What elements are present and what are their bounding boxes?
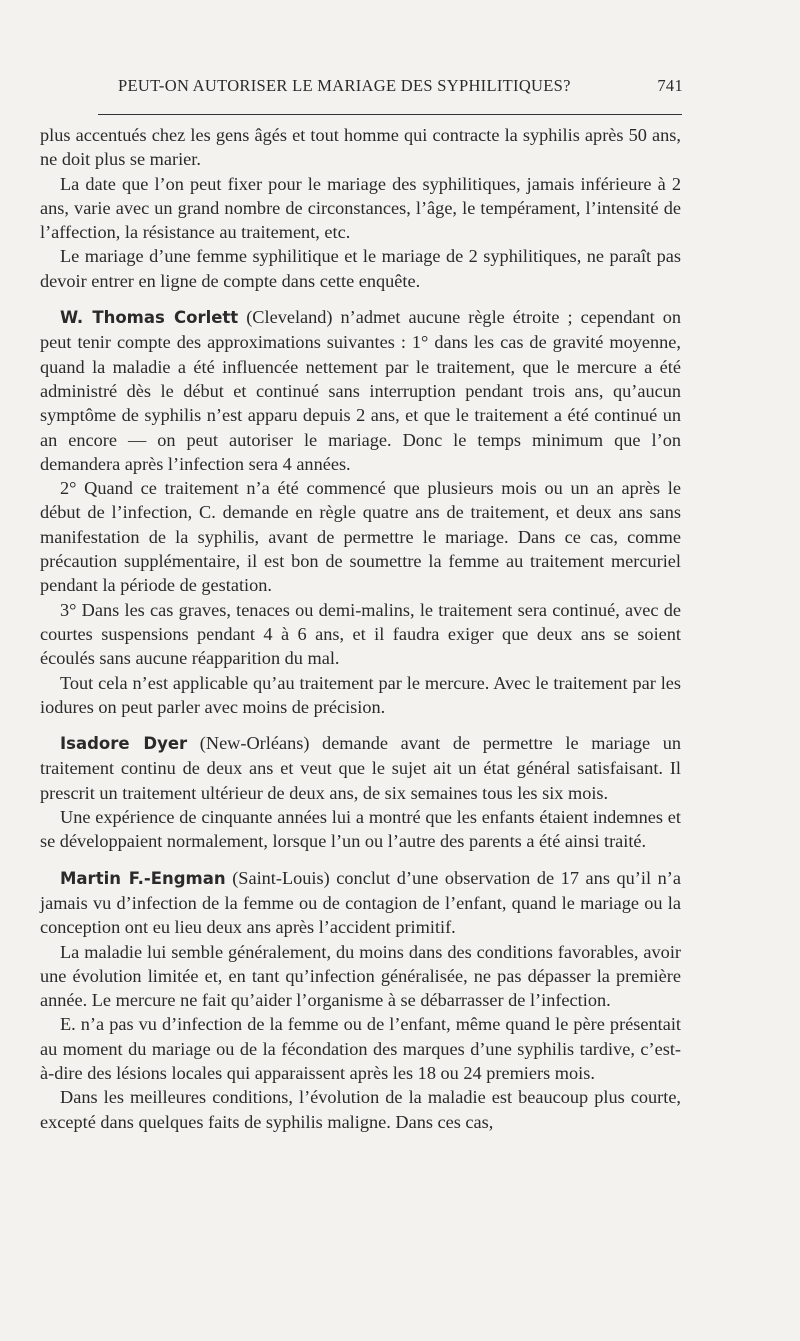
paragraph-dyer (40, 731, 681, 805)
paragraph: Le mariage d’une femme syphilitique et le mariage de 2 syphilitiques, ne paraît pas devoir entrer en ligne de compte dans cette enquête. (40, 246, 681, 291)
paragraph-text: (New-Orléans) demande avant de permettre le mariage un traitement continu de deux ans et veut que le sujet ait un état général satisfaisant. Il prescrit un traitement ultérieur de deux ans, de six semaines tous les six mois. (40, 733, 682, 803)
paragraph: 3° Dans les cas graves, tenaces ou demi-malins, le traitement sera continué, avec de courtes suspensions pendant 4 à 6 ans, et il faudra exiger que deux ans se soient écoulés sans aucune réapparition du mal. (40, 599, 681, 669)
paragraph: 2° Quand ce traitement n’a été commencé que plusieurs mois ou un an après le début de l’infection, C. demande en règle quatre ans de traitement, et deux ans sans manifestation de la syphilis, avant de permettre le mariage. Dans ce cas, comme précaution supplémentaire, il est bon de soumettre la femme au traitement mercuriel pendant la période de gestation. (40, 478, 681, 596)
paragraph-text: (Saint-Louis) conclut d’une observation de 17 ans qu’il n’a jamais vu d’infection de la femme ou de contagion de l’enfant, quand le mariage ou la conception ont eu lieu deux ans après l’accident primitif. (40, 867, 681, 938)
paragraph: plus accentués chez les gens âgés et tout homme qui contracte la syphilis après 50 ans, ne doit plus se marier. (40, 125, 681, 170)
paragraph: La maladie lui semble généralement, du moins dans des conditions favorables, avoir une évolution limitée et, en tant qu’infection généralisée, ne pas dépasser la première année. Le mercure ne fait qu’aider l’organisme à se débarrasser de l’infection. (40, 941, 681, 1011)
running-title: PEUT-ON AUTORISER LE MARIAGE DES SYPHILITIQUES? (118, 76, 571, 95)
paragraph: E. n’a pas vu d’infection de la femme ou de l’enfant, même quand le père présentait au moment du mariage ou de la fécondation des marques d’une syphilis tardive, c’est-à-dire des lésions locales qui apparaissent après les 18 ou 24 premiers mois. (40, 1014, 681, 1083)
paragraph-text: (Cleveland) n’admet aucune règle étroite ; cependant on peut tenir compte des approximations suivantes : 1° dans les cas de gravité moyenne, quand la maladie a été influencée nettement par le traitement, que le mercure a été administré dès le début et continué sans interruption pendant trois ans, qu’aucun symptôme de syphilis n’est apparu depuis 2 ans, et que le traitement a été continué un an encore — on peut autoriser le mariage. Donc le temps minimum que l’on demandera après l’infection sera 4 années. (40, 307, 681, 474)
header-rule (98, 114, 682, 115)
paragraph: La date que l’on peut fixer pour le mariage des syphilitiques, jamais inférieure à 2 ans, varie avec un grand nombre de circonstances, l’âge, le tempérament, l’intensité de l’affection, la résistance au traitement, etc. (40, 173, 681, 243)
paragraph-engman (40, 866, 681, 940)
author-name: Isadore Dyer (60, 734, 188, 754)
running-header (118, 76, 683, 100)
author-name: W. Thomas Corlett (60, 308, 239, 328)
page-body (40, 123, 681, 1134)
page-number: 741 (657, 76, 683, 95)
paragraph-corlett (40, 305, 681, 476)
paragraph: Tout cela n’est applicable qu’au traitement par le mercure. Avec le traitement par les iodures on peut parler avec moins de précision. (40, 672, 681, 717)
paragraph: Dans les meilleures conditions, l’évolution de la maladie est beaucoup plus courte, excepté dans quelques faits de syphilis maligne. Dans ces cas, (40, 1087, 681, 1132)
author-name: Martin F.-Engman (60, 868, 226, 888)
paragraph: Une expérience de cinquante années lui a montré que les enfants étaient indemnes et se développaient normalement, lorsque l’un ou l’autre des parents a été ainsi traité. (40, 807, 681, 852)
